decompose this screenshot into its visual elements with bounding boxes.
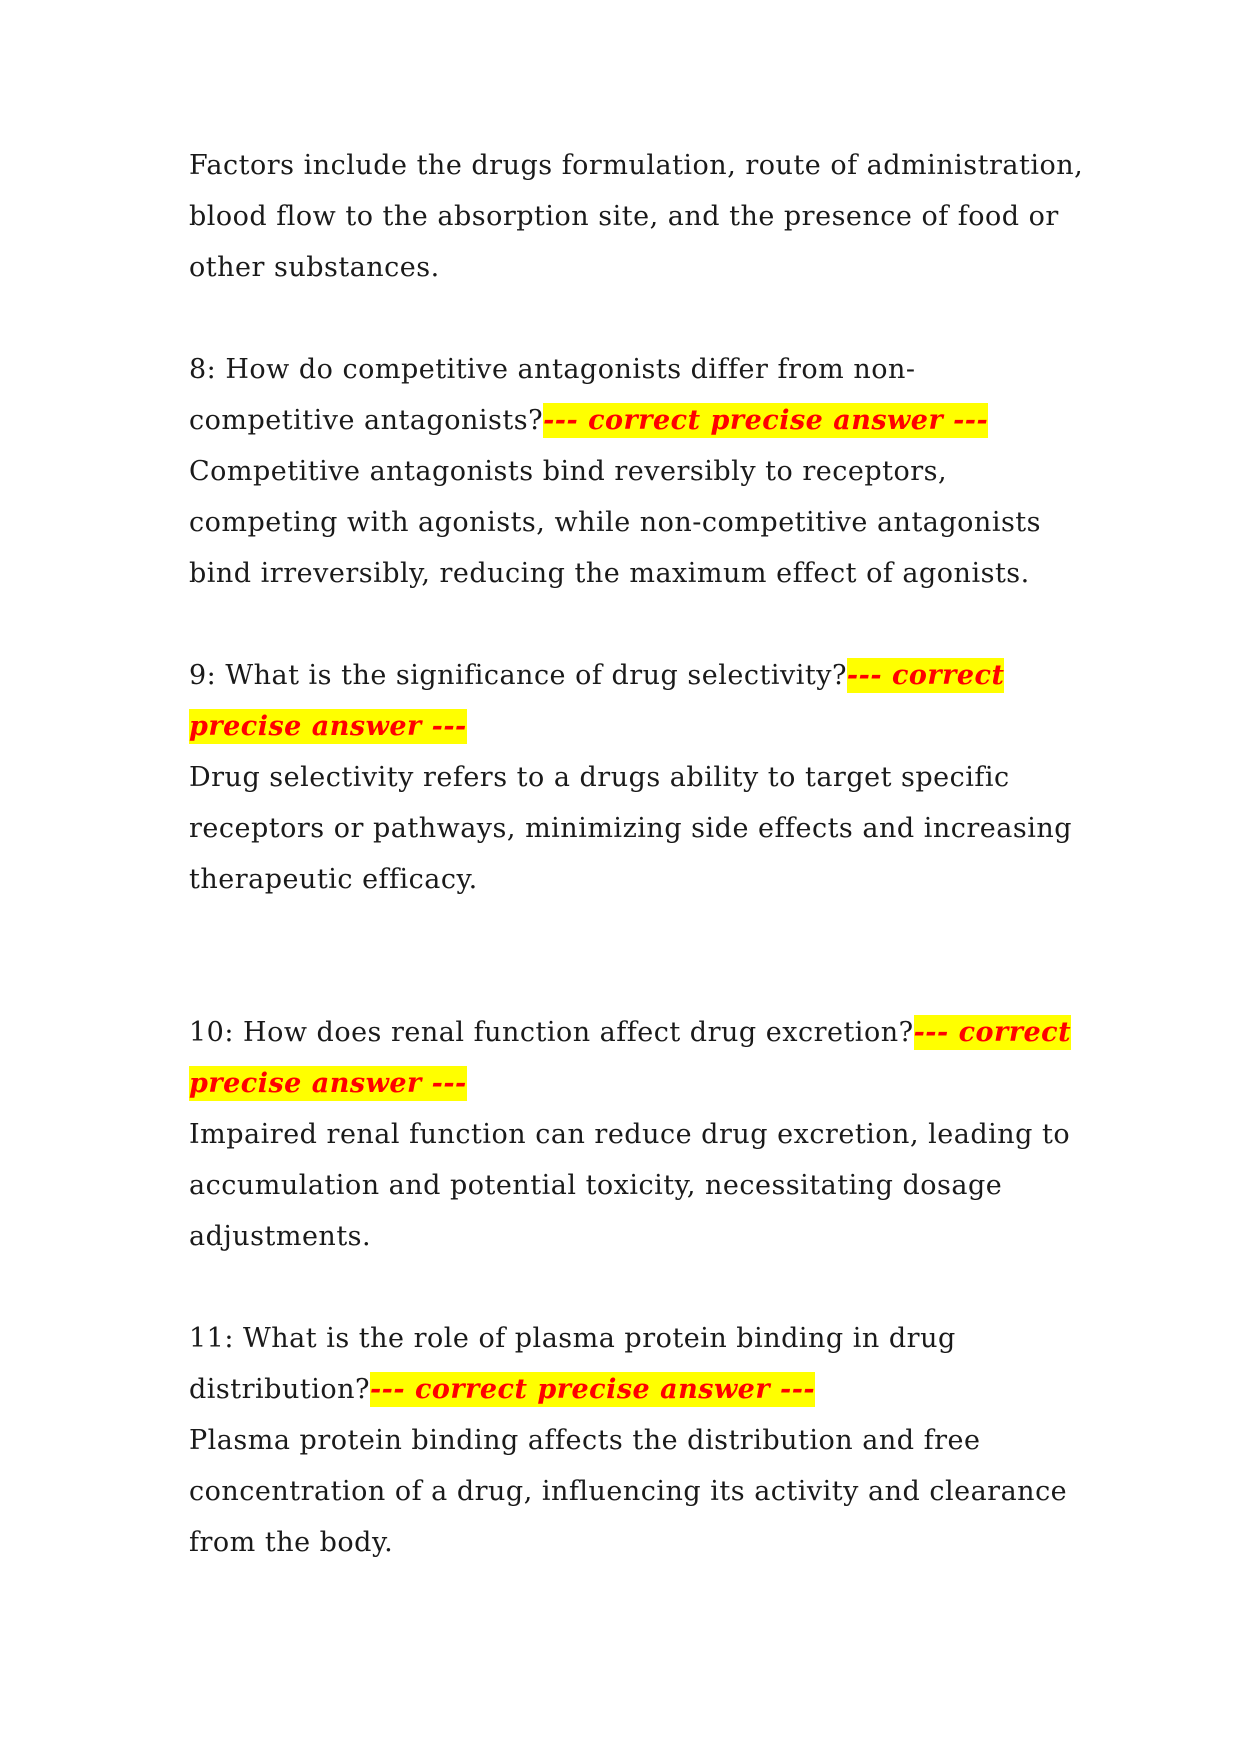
question-10-text: 10: How does renal function affect drug excretion? (189, 1017, 914, 1048)
answer-marker-part-2: precise answer --- (189, 711, 467, 742)
intro-answer-line-2: blood flow to the absorption site, and the presence of food or (189, 201, 1059, 232)
question-9-block (189, 650, 1089, 905)
answer-9-line-1: Drug selectivity refers to a drugs ability to target specific (189, 762, 1010, 793)
question-11-block (189, 1313, 1089, 1568)
answer-marker: --- correct precise answer --- (543, 405, 989, 436)
answer-8-line-2: competing with agonists, while non-competitive antagonists (189, 507, 1042, 538)
answer-8-line-1: Competitive antagonists bind reversibly to receptors, (189, 456, 948, 487)
question-11-text-end: distribution? (189, 1374, 370, 1405)
question-11-line-1: 11: What is the role of plasma protein binding in drug (189, 1323, 956, 1354)
question-9-line-1 (189, 650, 1089, 701)
question-10-line-2 (189, 1058, 1089, 1109)
question-11-line-2 (189, 1364, 1089, 1415)
answer-10-line-1: Impaired renal function can reduce drug excretion, leading to (189, 1119, 1071, 1150)
answer-marker: --- correct precise answer --- (369, 1374, 816, 1405)
intro-answer-line-1: Factors include the drugs formulation, route of administration, (189, 150, 1084, 181)
answer-11-line-3: from the body. (189, 1527, 394, 1558)
answer-11-line-1: Plasma protein binding affects the distribution and free (189, 1425, 981, 1456)
question-8-line-2 (189, 395, 1089, 446)
question-10-line-1 (189, 1007, 1089, 1058)
answer-marker-part-1: --- correct (913, 1017, 1072, 1048)
answer-10-line-2: accumulation and potential toxicity, necessitating dosage (189, 1170, 1003, 1201)
question-9-text: 9: What is the significance of drug selectivity? (189, 660, 847, 691)
question-10-block (189, 1007, 1089, 1262)
document-page (189, 140, 1089, 1568)
answer-marker-part-1: --- correct (846, 660, 1005, 691)
question-8-block (189, 344, 1089, 599)
answer-11-line-2: concentration of a drug, influencing its activity and clearance (189, 1476, 1068, 1507)
question-8-text-end: competitive antagonists? (189, 405, 544, 436)
answer-10-line-3: adjustments. (189, 1221, 372, 1252)
question-9-line-2 (189, 701, 1089, 752)
question-8-line-1: 8: How do competitive antagonists differ from non- (189, 354, 916, 385)
answer-9-line-2: receptors or pathways, minimizing side effects and increasing (189, 813, 1073, 844)
answer-8-line-3: bind irreversibly, reducing the maximum effect of agonists. (189, 558, 1030, 589)
answer-marker-part-2: precise answer --- (189, 1068, 467, 1099)
intro-answer (189, 140, 1089, 293)
intro-answer-line-3: other substances. (189, 252, 440, 283)
answer-9-line-3: therapeutic efficacy. (189, 864, 478, 895)
